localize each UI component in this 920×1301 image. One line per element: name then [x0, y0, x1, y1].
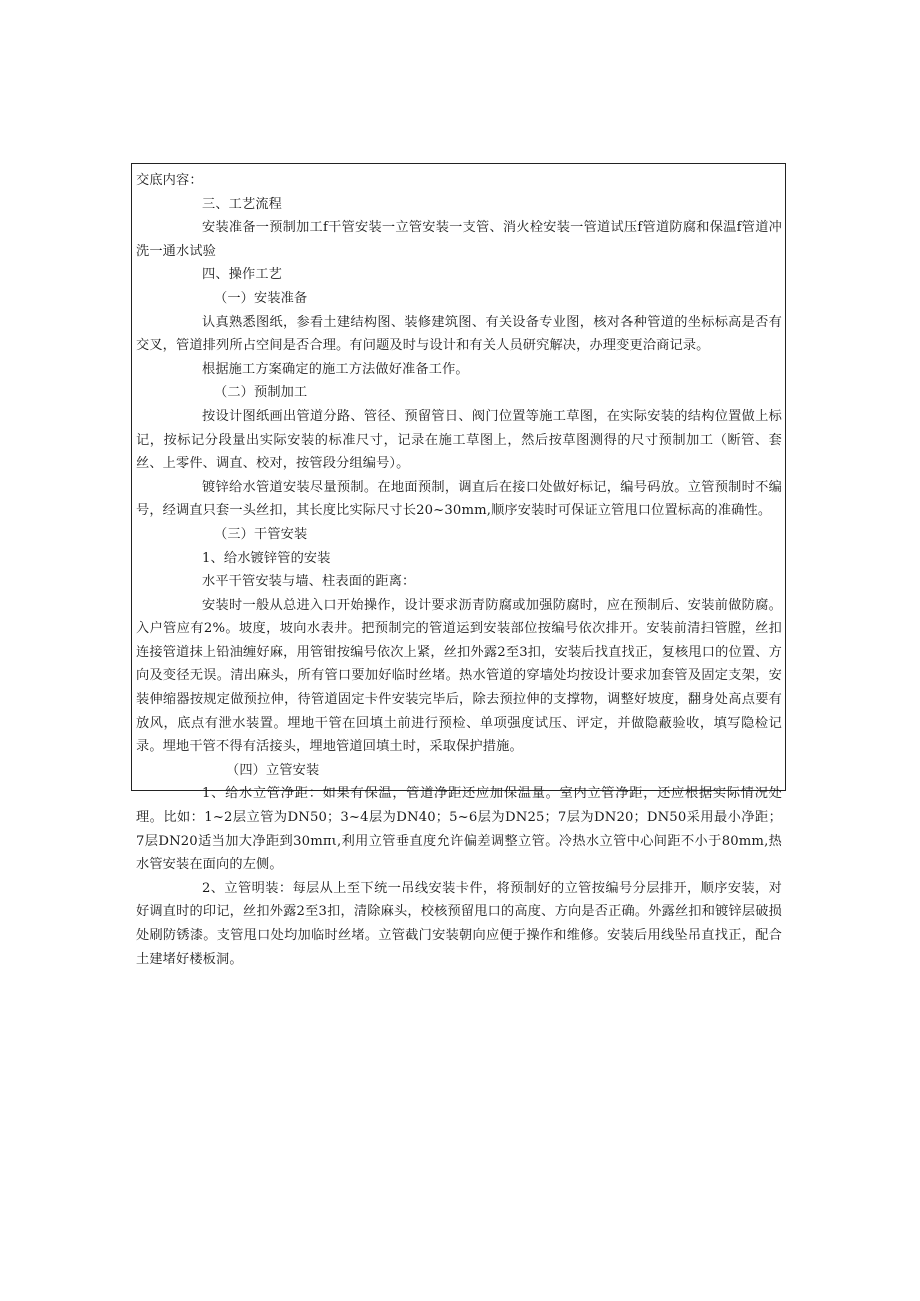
body-paragraph: 镀锌给水管道安装尽量预制。在地面预制，调直后在接口处做好标记，编号码放。立管预制时不编号，经调直只套一头丝扣，其长度比实际尺寸长20~30mm,顺序安装时可保证立管甩口位置标高的准确性。 [136, 479, 782, 519]
subsection-heading: （二）预制加工 [214, 385, 308, 401]
disclosure-content [136, 169, 782, 971]
section-heading: 四、操作工艺 [202, 267, 283, 283]
subsection-heading: （四）立管安装 [226, 762, 320, 778]
item-heading: 1、给水镀锌管的安装 [202, 550, 331, 566]
body-paragraph: 1、给水立管净距：如果有保温，管道净距还应加保温量。室内立管净距，还应根据实际情况处理。比如：1~2层立管为DN50；3~4层为DN40；5~6层为DN25；7层为DN20；DN50采用最小净距；7层DN20适当加大净距到30mπι,利用立管垂直度允许偏差调整立管。冷热水立管中心间距不小于80mm,热水管安装在面向的左侧。 [136, 786, 782, 873]
subsection-heading: （一）安装准备 [214, 290, 308, 306]
body-paragraph: 认真熟悉图纸，参看土建结构图、装修建筑图、有关设备专业图，核对各种管道的坐标标高是否有交叉，管道排列所占空间是否合理。有问题及时与设计和有关人员研究解决，办理变更洽商记录。 [136, 314, 782, 354]
content-label: 交底内容： [136, 173, 203, 188]
body-paragraph: 根据施工方案确定的施工方法做好准备工作。 [202, 361, 469, 377]
subsection-heading: （三）干管安装 [214, 526, 308, 542]
process-flow-paragraph: 安装准备一预制加工f干管安装一立管安装一支管、消火栓安装一管道试压f管道防腐和保温f管道冲洗一通水试验 [136, 220, 782, 259]
body-paragraph: 2、立管明装：每层从上至下统一吊线安装卡件，将预制好的立管按编号分层排开，顺序安装，对好调直时的印记，丝扣外露2至3扣，清除麻头，校核预留甩口的高度、方向是否正确。外露丝扣和镀锌层破损处刷防锈漆。支管甩口处均加临时丝堵。立管截门安装朝向应便于操作和维修。安装后用线坠吊直找正，配合土建堵好楼板洞。 [136, 880, 782, 967]
section-heading: 三、工艺流程 [202, 196, 283, 212]
body-paragraph: 按设计图纸画出管道分路、管径、预留管日、阀门位置等施工草图，在实际安装的结构位置做上标记，按标记分段量出实际安装的标准尺寸，记录在施工草图上，然后按草图测得的尺寸预制加工（断管、套丝、上零件、调直、校对，按管段分组编号）。 [136, 408, 782, 472]
body-paragraph: 水平干管安装与墙、柱表面的距离： [202, 574, 416, 590]
body-paragraph: 安装时一般从总进入口开始操作，设计要求沥青防腐或加强防腐时，应在预制后、安装前做防腐。入户管应有2%。坡度，坡向水表井。把预制完的管道运到安装部位按编号依次排开。安装前清扫管膛，丝扣连接管道抹上铅油缠好麻，用管钳按编号依次上紧，丝扣外露2至3扣，安装后找直找正，复核甩口的位置、方向及变径无误。清出麻头，所有管口要加好临时丝堵。热水管道的穿墙处均按设计要求加套管及固定支架，安装伸缩器按规定做预拉伸，待管道固定卡件安装完毕后，除去预拉伸的支撑物，调整好坡度，翻身处高点要有放风，底点有泄水装置。埋地干管在回填土前进行预检、单项强度试压、评定，并做隐蔽验收，填写隐检记录。埋地干管不得有活接头，埋地管道回填土时，采取保护措施。 [136, 597, 782, 755]
